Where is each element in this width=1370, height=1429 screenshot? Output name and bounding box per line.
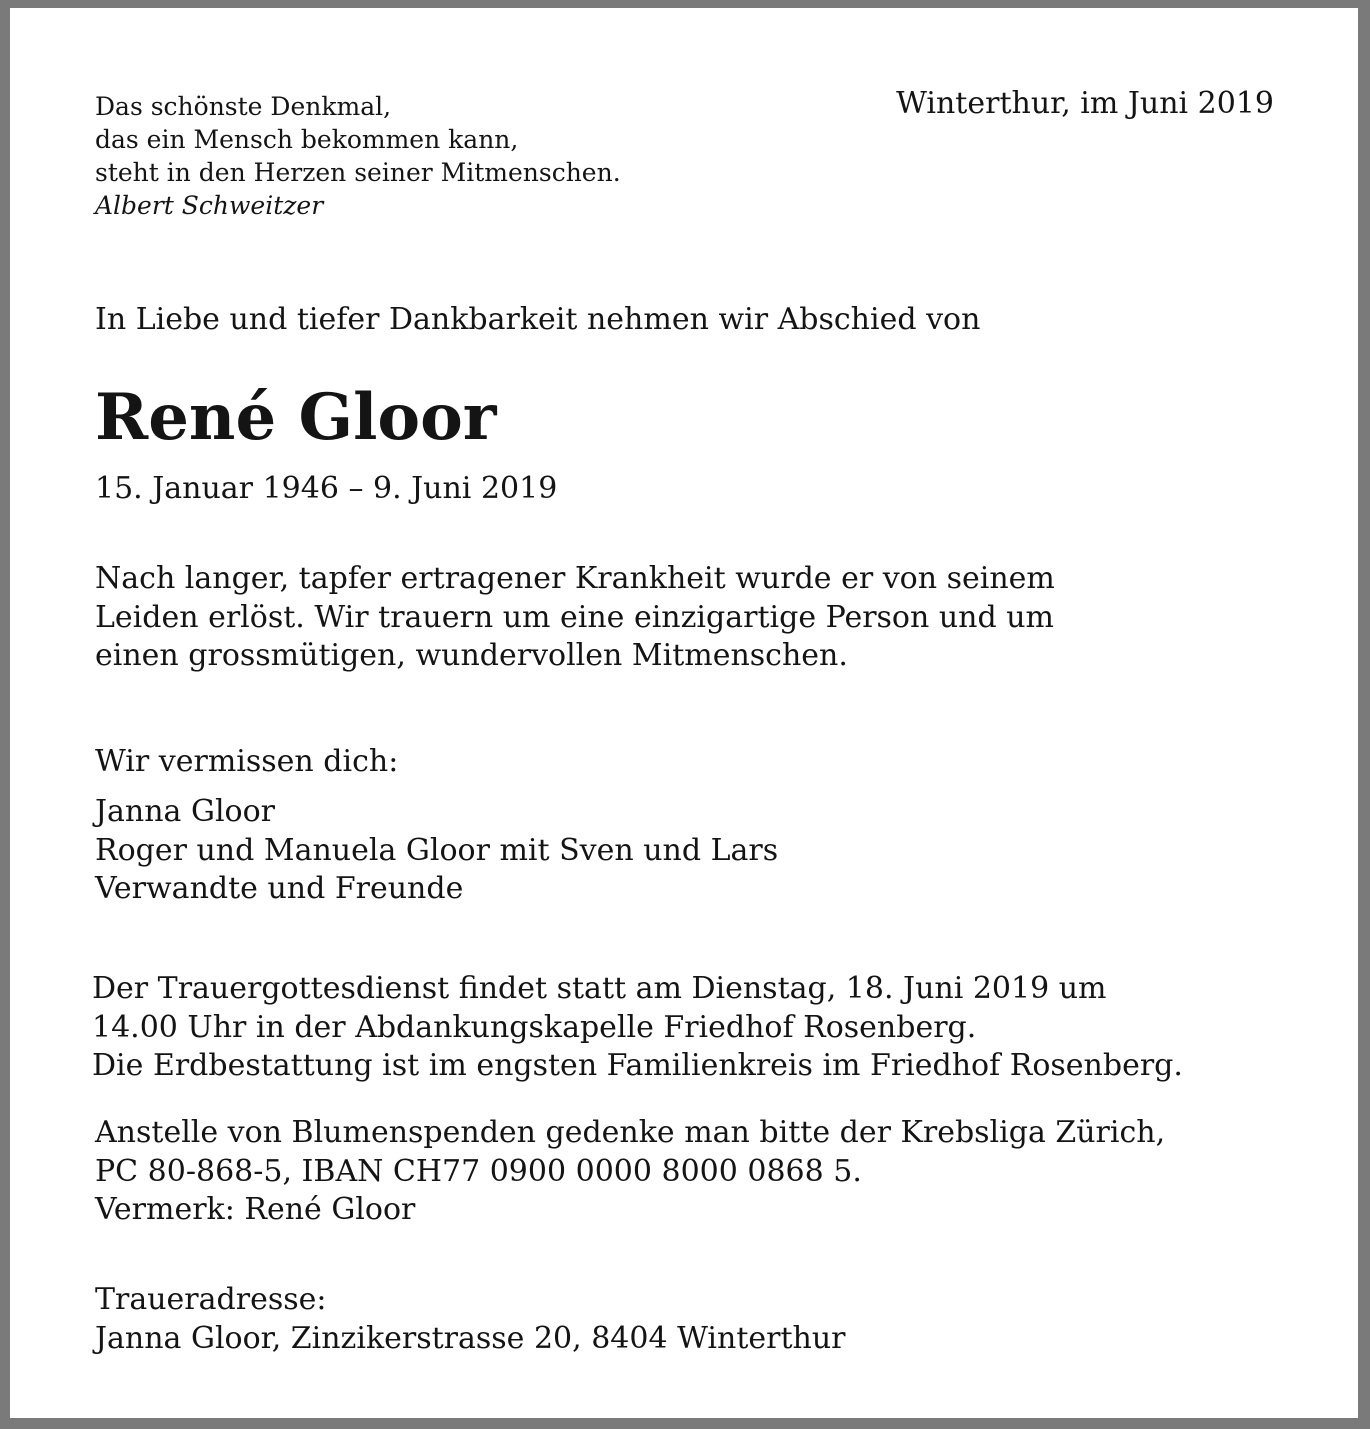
mourner-name: Janna Gloor [95,794,275,829]
obituary-notice [10,8,1358,1418]
paragraph-line: Der Trauergottesdienst findet statt am Dienstag, 18. Juni 2019 um [92,971,1107,1006]
paragraph-line: Leiden erlöst. Wir trauern um eine einzigartige Person und um [95,599,1055,635]
deceased-name: René Gloor [95,380,497,455]
illness-paragraph [95,560,1055,676]
life-dates: 15. Januar 1946 – 9. Juni 2019 [95,471,558,506]
paragraph-line: Anstelle von Blumenspenden gedenke man bitte der Krebsliga Zürich, [95,1115,1166,1150]
quote-author: Albert Schweitzer [95,191,324,220]
farewell-intro: In Liebe und tiefer Dankbarkeit nehmen wir Abschied von [95,302,981,337]
mourners-heading: Wir vermissen dich: [95,744,399,779]
quote-line: das ein Mensch bekommen kann, [95,125,519,154]
paragraph-line: Die Erdbestattung ist im engsten Familienkreis im Friedhof Rosenberg. [92,1048,1183,1083]
paragraph-line: 14.00 Uhr in der Abdankungskapelle Friedhof Rosenberg. [92,1009,977,1045]
address-heading: Traueradresse: [95,1282,327,1317]
mourner-name: Verwandte und Freunde [95,871,464,906]
paragraph-line: PC 80-868-5, IBAN CH77 0900 0000 8000 0868 5. [95,1153,862,1189]
paragraph-line: Nach langer, tapfer ertragener Krankheit wurde er von seinem [95,561,1055,596]
quote-line: steht in den Herzen seiner Mitmenschen. [95,158,621,187]
paragraph-line: einen grossmütigen, wundervollen Mitmenschen. [95,638,848,673]
mourning-address [95,1281,846,1358]
mourner-name: Roger und Manuela Gloor mit Sven und Lars [95,832,779,868]
place-and-date: Winterthur, im Juni 2019 [896,86,1274,121]
address-value: Janna Gloor, Zinzikerstrasse 20, 8404 Winterthur [95,1320,846,1356]
quote-line: Das schönste Denkmal, [95,92,392,121]
funeral-service-info [92,970,1183,1086]
paragraph-line: Vermerk: René Gloor [95,1192,416,1227]
donation-info [95,1114,1165,1230]
mourners-list [95,793,778,909]
epigraph-quote [95,90,621,222]
